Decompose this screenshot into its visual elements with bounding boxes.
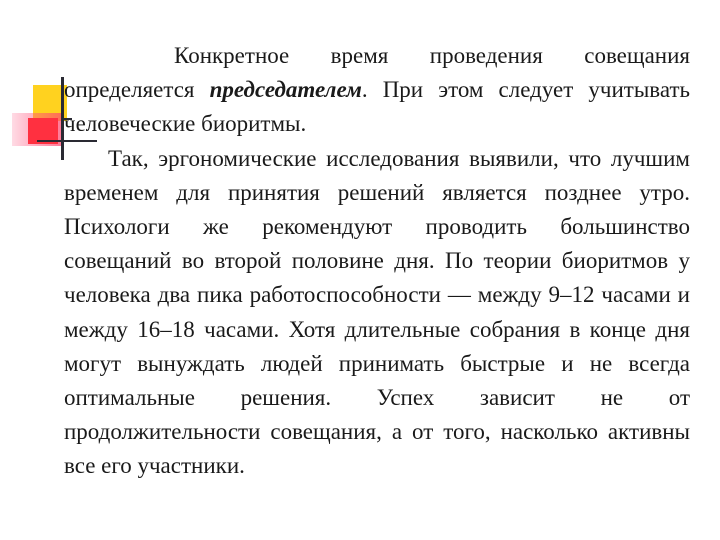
paragraph-1: [64, 39, 690, 142]
emphasis-term: председателем: [209, 77, 362, 103]
paragraph-1-start: Конкретное время проведения совещания определяется: [64, 43, 690, 103]
slide-body-text: [64, 39, 690, 484]
paragraph-2: Так, эргономические исследования выявили, что лучшим временем для принятия решений является позднее утро. Психологи же рекомендуют проводить большинство совещаний во второй половине дня. По теории биоритмов у человека два пика работоспособности — между 9–12 часами и между 16–18 часами. Хотя длительные собрания в конце дня могут вынуждать людей принимать быстрые и не всегда оптимальные решения. Успех зависит не от продолжительности совещания, а от того, насколько активны все его участники.: [64, 145, 690, 479]
paragraph-1-end: . При этом следует учитывать человеческие биоритмы.: [64, 77, 691, 137]
